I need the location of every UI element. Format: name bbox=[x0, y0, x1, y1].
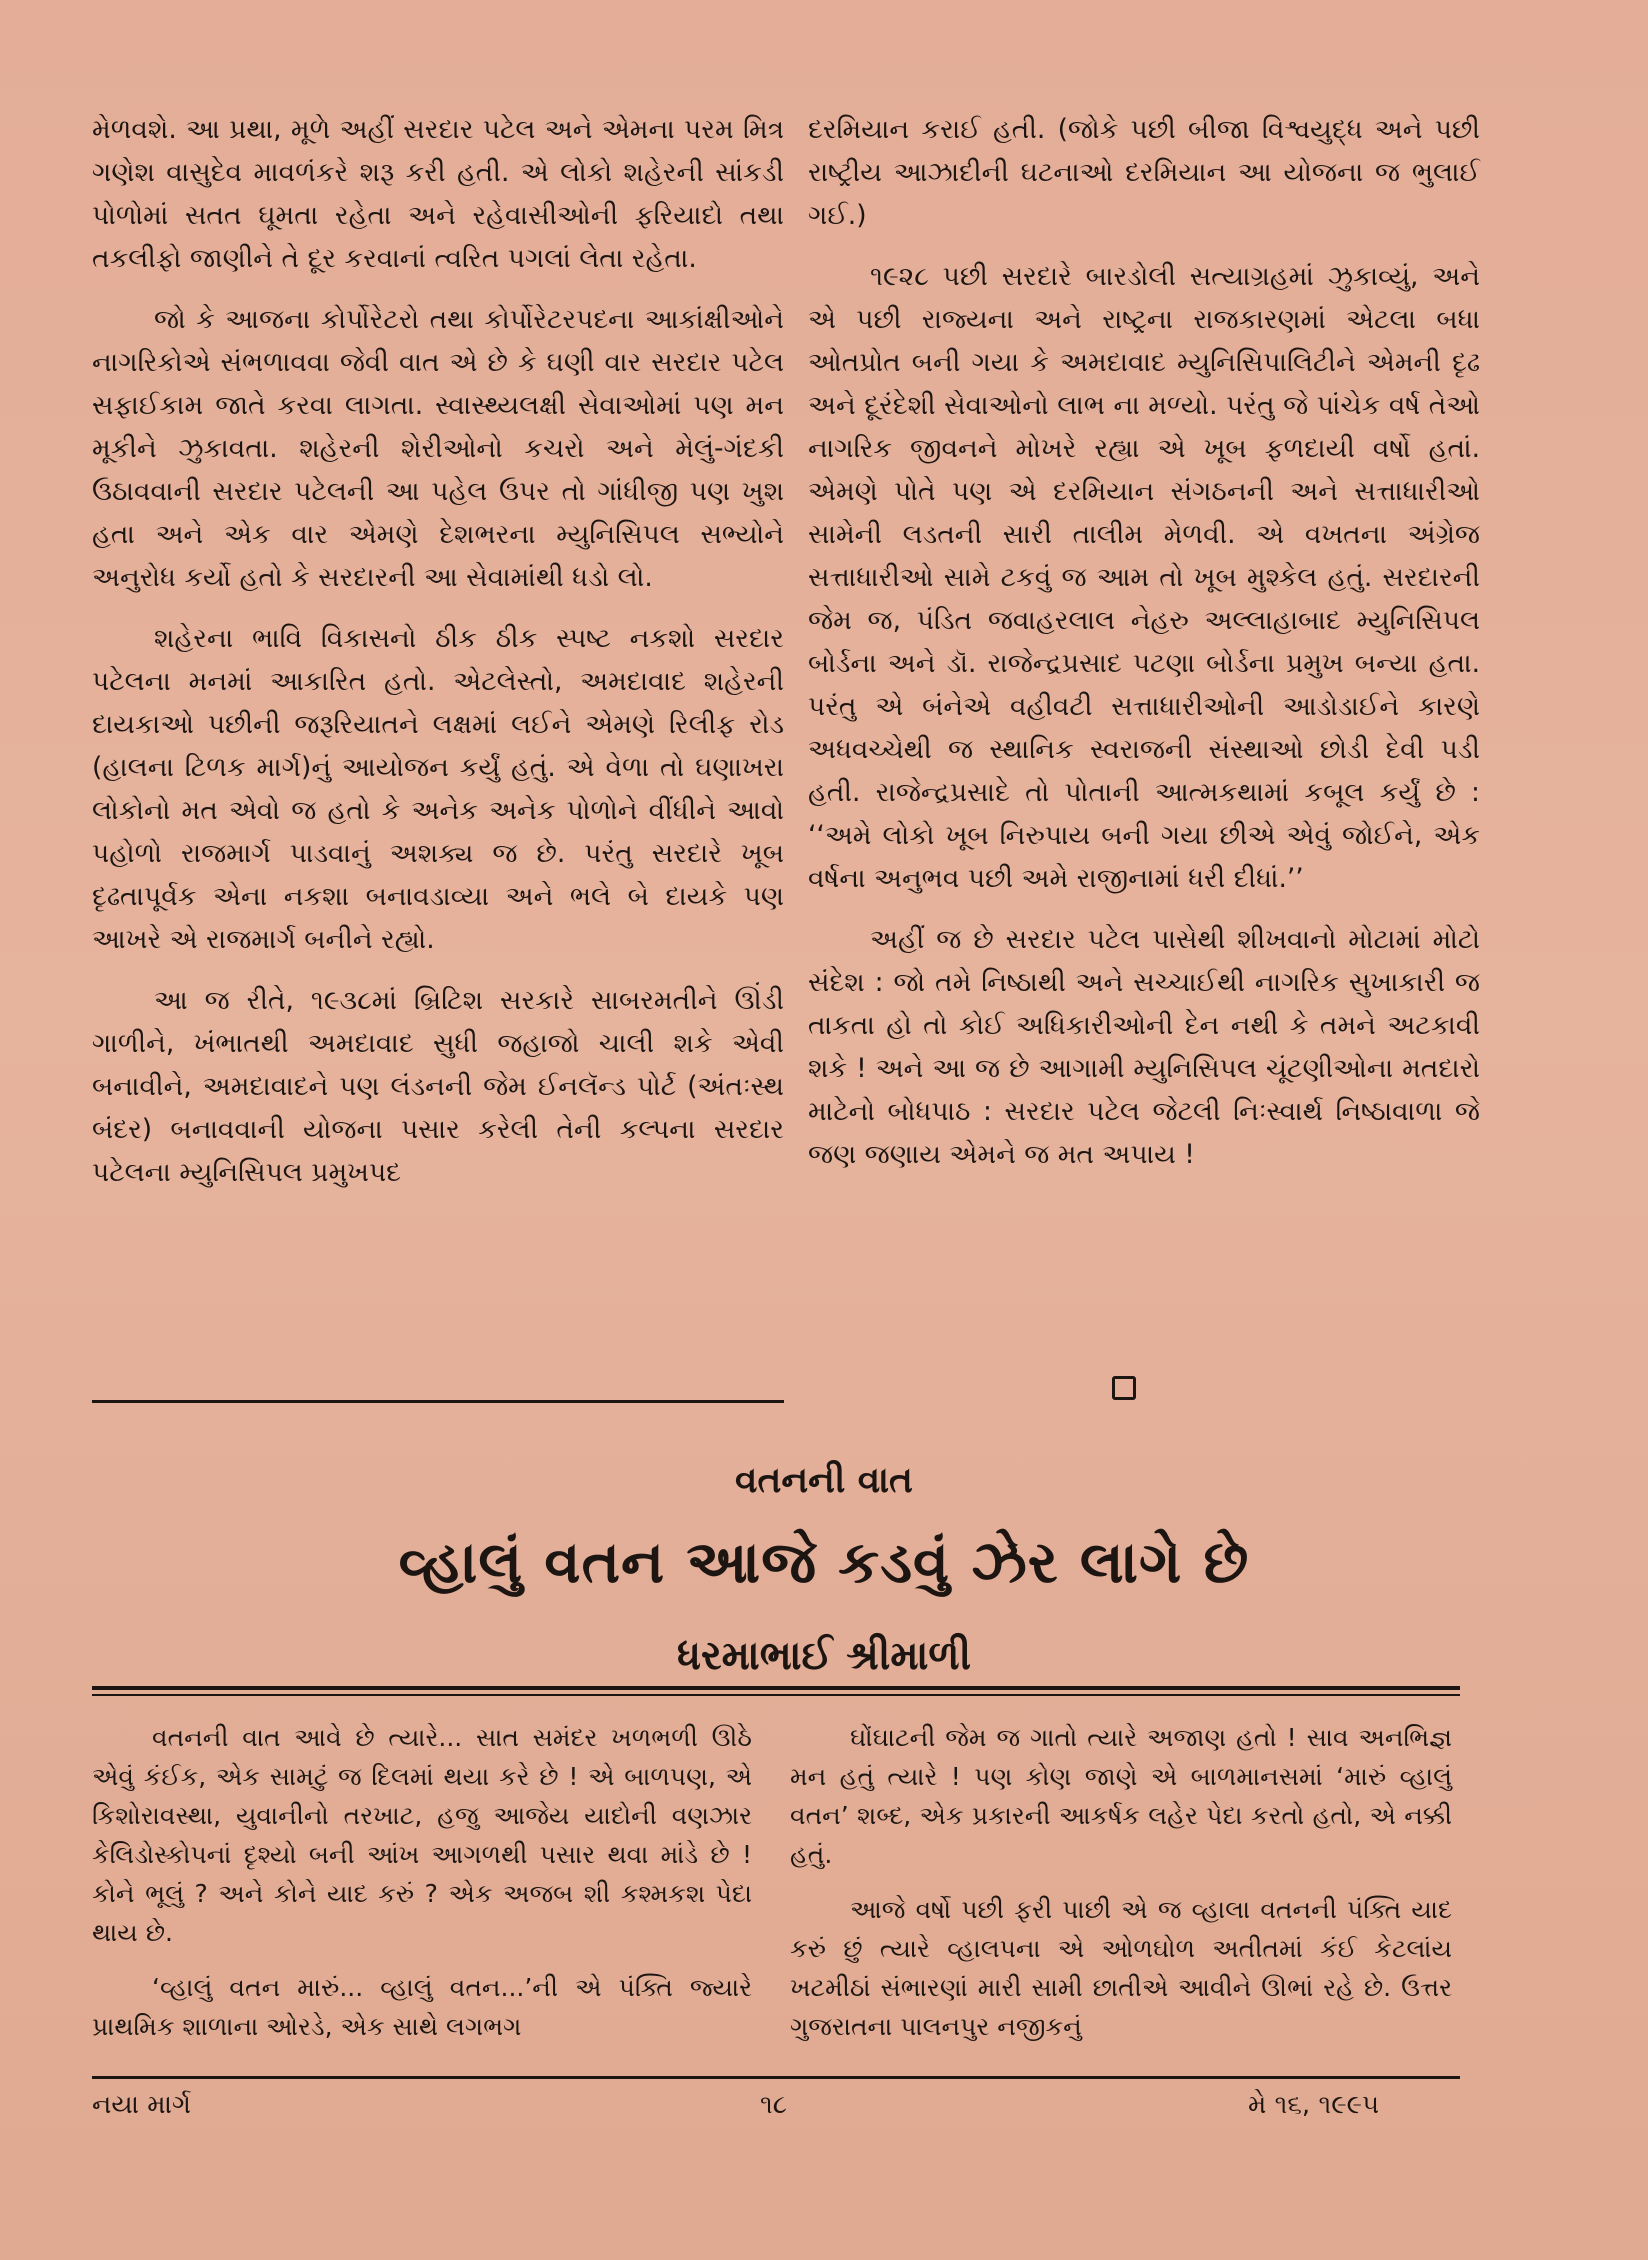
headline-rule-top bbox=[92, 1686, 1460, 1690]
column-end-rule bbox=[92, 1400, 784, 1403]
footer-rule bbox=[92, 2076, 1460, 2079]
footer-issue-date: મે ૧૬, ૧૯૯૫ bbox=[1248, 2090, 1380, 2120]
author-byline: ધરમાભાઈ શ્રીમાળી bbox=[676, 1633, 972, 1679]
paragraph: શહેરના ભાવિ વિકાસનો ઠીક ઠીક સ્પષ્ટ નકશો સરદાર પટેલના મનમાં આકારિત હતો. એટલેસ્તો, અમદાવાદ શહેરની દાયકાઓ પછીની જરૂરિયાતને લક્ષમાં લઈને એમણે રિલીફ રોડ (હાલના ટિળક માર્ગ)નું આયોજન કર્યું હતું. એ વેળા તો ઘણાખરા લોકોનો મત એવો જ હતો કે અનેક અનેક પોળોને વીંધીને આવો પહોળો રાજમાર્ગ પાડવાનું અશક્ય જ છે. પરંતુ સરદારે ખૂબ દૃઢતાપૂર્વક એના નકશા બનાવડાવ્યા અને ભલે બે દાયકે પણ આખરે એ રાજમાર્ગ બનીને રહ્યો. bbox=[92, 623, 784, 955]
headline-rule-bottom bbox=[92, 1694, 1460, 1696]
paragraph: આજે વર્ષો પછી ફરી પાછી એ જ વ્હાલા વતનની પંક્તિ યાદ કરું છું ત્યારે વ્હાલપના એ ઓળઘોળ અતીતમાં કંઈ કેટલાંય ખટમીઠાં સંભારણાં મારી સામી છાતીએ આવીને ઊભાં રહે છે. ઉત્તર ગુજરાતના પાલનપુર નજીકનું bbox=[790, 1895, 1452, 2041]
paragraph: દરમિયાન કરાઈ હતી. (જોકે પછી બીજા વિશ્વયુદ્ધ અને પછી રાષ્ટ્રીય આઝાદીની ઘટનાઓ દરમિયાન આ યોજના જ ભુલાઈ ગઈ.) bbox=[808, 114, 1480, 231]
paragraph: અહીં જ છે સરદાર પટેલ પાસેથી શીખવાનો મોટામાં મોટો સંદેશ : જો તમે નિષ્ઠાથી અને સચ્ચાઈથી નાગરિક સુખાકારી જ તાકતા હો તો કોઈ અધિકારીઓની દેન નથી કે તમને અટકાવી શકે ! અને આ જ છે આગામી મ્યુનિસિપલ ચૂંટણીઓના મતદારો માટેનો બોધપાઠ : સરદાર પટેલ જેટલી નિઃસ્વાર્થ નિષ્ઠાવાળા જે જણ જણાય એમને જ મત અપાય ! bbox=[808, 924, 1480, 1170]
paragraph: મેળવશે. આ પ્રથા, મૂળે અહીં સરદાર પટેલ અને એમના પરમ મિત્ર ગણેશ વાસુદેવ માવળંકરે શરૂ કરી હતી. એ લોકો શહેરની સાંકડી પોળોમાં સતત ઘૂમતા રહેતા અને રહેવાસીઓની ફરિયાદો તથા તકલીફો જાણીને તે દૂર કરવાનાં ત્વરિત પગલાં લેતા રહેતા. bbox=[92, 114, 784, 274]
paragraph: ‘વ્હાલું વતન મારું... વ્હાલું વતન...’ની એ પંક્તિ જ્યારે પ્રાથમિક શાળાના ઓરડે, એક સાથે લગભગ bbox=[92, 1973, 752, 2041]
footer-page-number: ૧૮ bbox=[760, 2090, 788, 2120]
paragraph: ઘોંઘાટની જેમ જ ગાતો ત્યારે અજાણ હતો ! સાવ અનભિજ્ઞ મન હતું ત્યારે ! પણ કોણ જાણે એ બાળમાનસમાં ‘મારું વ્હાલું વતન’ શબ્દ, એક પ્રકારની આકર્ષક લહેર પેદા કરતો હતો, એ નક્કી હતું. bbox=[790, 1723, 1452, 1869]
article2-left-column bbox=[92, 1718, 752, 2062]
article-end-mark bbox=[1112, 1376, 1136, 1400]
footer-magazine-name: નયા માર્ગ bbox=[92, 2090, 192, 2120]
paragraph: આ જ રીતે, ૧૯૩૮માં બ્રિટિશ સરકારે સાબરમતીને ઊંડી ગાળીને, ખંભાતથી અમદાવાદ સુધી જહાજો ચાલી શકે એવી બનાવીને, અમદાવાદને પણ લંડનની જેમ ઈનલૅન્ડ પોર્ટ (અંતઃસ્થ બંદર) બનાવવાની યોજના પસાર કરેલી તેની કલ્પના સરદાર પટેલના મ્યુનિસિપલ પ્રમુખપદ bbox=[92, 985, 784, 1188]
article1-right-column bbox=[808, 108, 1480, 1194]
paragraph: વતનની વાત આવે છે ત્યારે... સાત સમંદર ખળભળી ઊઠે એવું કંઈક, એક સામટું જ દિલમાં થયા કરે છે ! એ બાળપણ, એ કિશોરાવસ્થા, યુવાનીનો તરખાટ, હજુ આજેય યાદોની વણઝાર કેલિડોસ્કોપનાં દૃશ્યો બની આંખ આગળથી પસાર થવા માંડે છે ! કોને ભૂલું ? અને કોને યાદ કરું ? એક અજબ શી કશ્મકશ પેદા થાય છે. bbox=[92, 1723, 752, 1947]
article2-right-column bbox=[790, 1718, 1452, 2062]
article-headline: વ્હાલું વતન આજે કડવું ઝેર લાગે છે bbox=[398, 1528, 1250, 1596]
paragraph: જો કે આજના કોર્પોરેટરો તથા કોર્પોરેટરપદના આકાંક્ષીઓને નાગરિકોએ સંભળાવવા જેવી વાત એ છે કે ઘણી વાર સરદાર પટેલ સફાઈકામ જાતે કરવા લાગતા. સ્વાસ્થ્યલક્ષી સેવાઓમાં પણ મન મૂકીને ઝુકાવતા. શહેરની શેરીઓનો કચરો અને મેલું-ગંદકી ઉઠાવવાની સરદાર પટેલની આ પહેલ ઉપર તો ગાંધીજી પણ ખુશ હતા અને એક વાર એમણે દેશભરના મ્યુનિસિપલ સભ્યોને અનુરોધ કર્યો હતો કે સરદારની આ સેવામાંથી ધડો લો. bbox=[92, 304, 784, 593]
section-kicker: વતનની વાત bbox=[735, 1460, 913, 1501]
article1-left-column bbox=[92, 108, 784, 1212]
paragraph: ૧૯૨૮ પછી સરદારે બારડોલી સત્યાગ્રહમાં ઝુકાવ્યું, અને એ પછી રાજ્યના અને રાષ્ટ્રના રાજકારણમાં એટલા બધા ઓતપ્રોત બની ગયા કે અમદાવાદ મ્યુનિસિપાલિટીને એમની દૃઢ અને દૂરંદેશી સેવાઓનો લાભ ના મળ્યો. પરંતુ જે પાંચેક વર્ષ તેઓ નાગરિક જીવનને મોખરે રહ્યા એ ખૂબ ફળદાયી વર્ષો હતાં. એમણે પોતે પણ એ દરમિયાન સંગઠનની અને સત્તાધારીઓ સામેની લડતની સારી તાલીમ મેળવી. એ વખતના અંગ્રેજ સત્તાધારીઓ સામે ટકવું જ આમ તો ખૂબ મુશ્કેલ હતું. સરદારની જેમ જ, પંડિત જવાહરલાલ નેહરુ અલ્લાહાબાદ મ્યુનિસિપલ બોર્ડના અને ડૉ. રાજેન્દ્રપ્રસાદ પટણા બોર્ડના પ્રમુખ બન્યા હતા. પરંતુ એ બંનેએ વહીવટી સત્તાધારીઓની આડોડાઈને કારણે અધવચ્ચેથી જ સ્થાનિક સ્વરાજની સંસ્થાઓ છોડી દેવી પડી હતી. રાજેન્દ્રપ્રસાદે તો પોતાની આત્મકથામાં કબૂલ કર્યું છે : ‘‘અમે લોકો ખૂબ નિરુપાય બની ગયા છીએ એવું જોઈને, એક વર્ષના અનુભવ પછી અમે રાજીનામાં ધરી દીધાં.’’ bbox=[808, 261, 1480, 894]
